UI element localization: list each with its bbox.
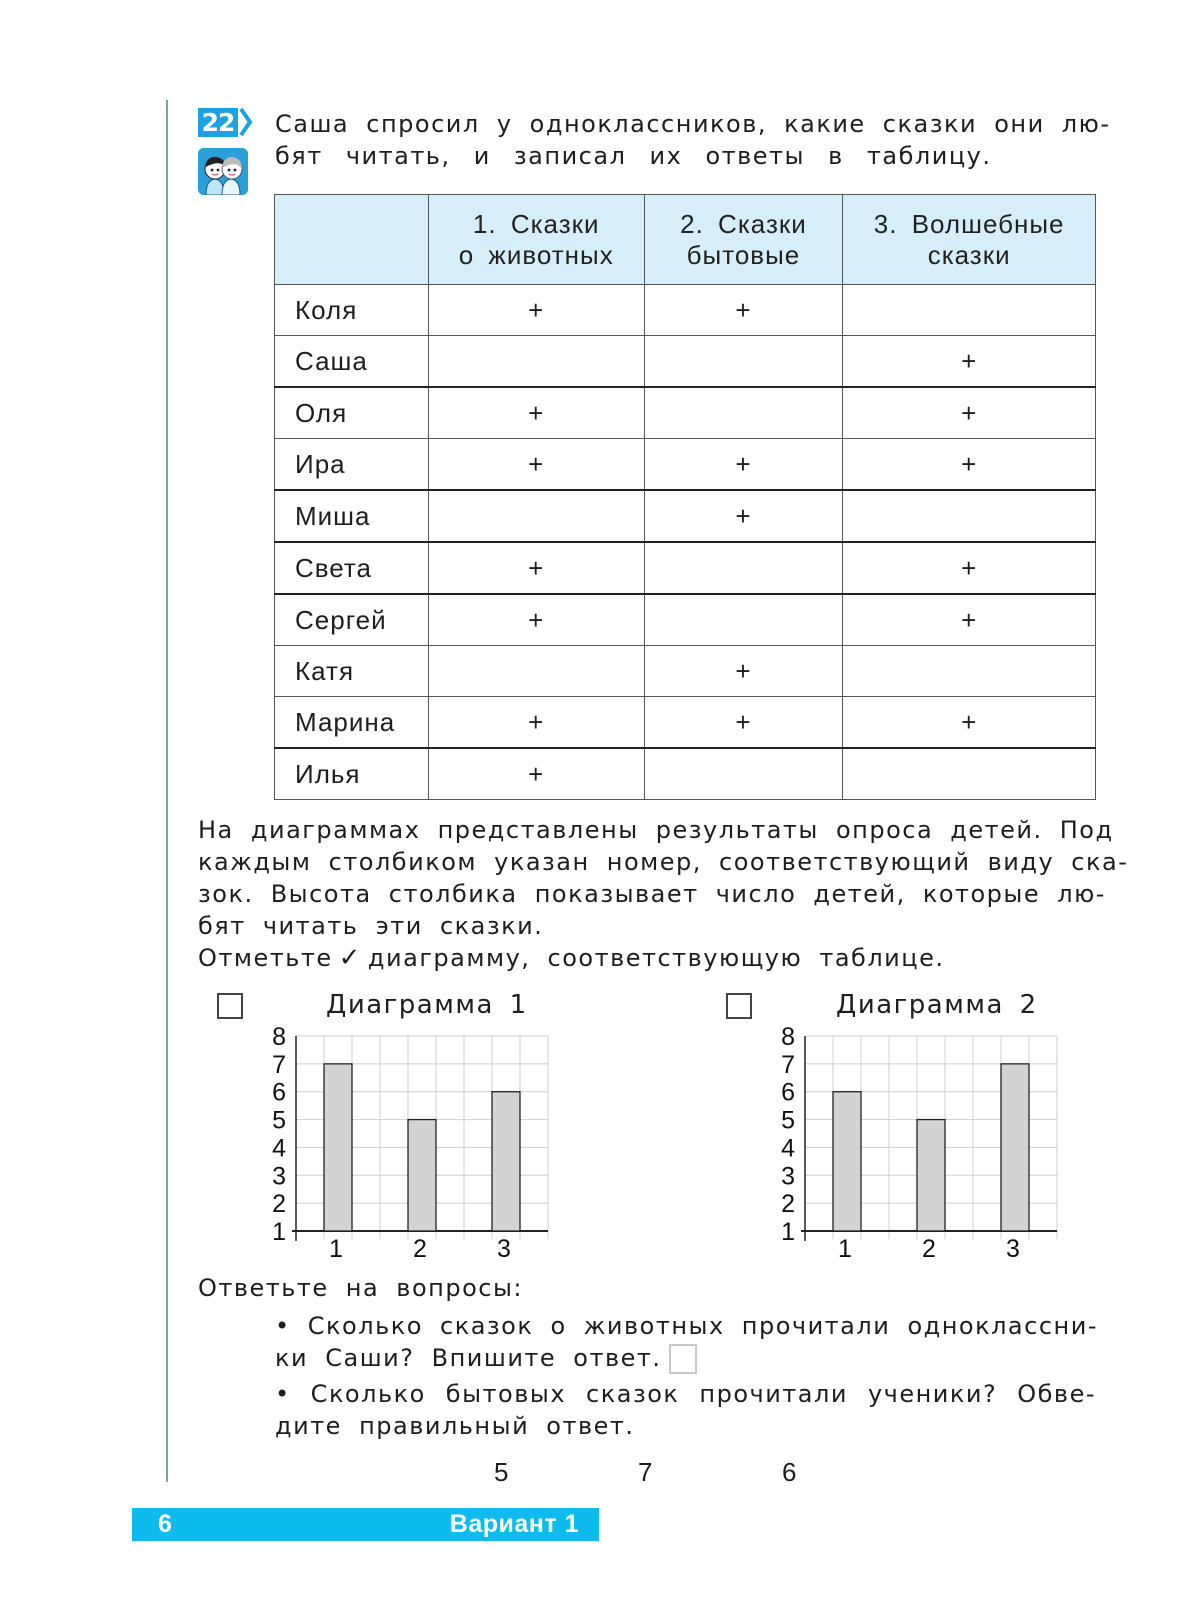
x-tick-label: 3 bbox=[1006, 1235, 1020, 1263]
instruction-text: Отметьте bbox=[198, 944, 333, 972]
y-tick-label: 3 bbox=[272, 1162, 286, 1191]
bar bbox=[833, 1092, 861, 1231]
header-text: сказки bbox=[927, 239, 1011, 270]
y-tick-label: 2 bbox=[272, 1190, 286, 1219]
questions-title: Ответьте на вопросы: bbox=[198, 1274, 523, 1302]
question-line: • Сколько сказок о животных прочитали одноклассни- bbox=[275, 1312, 1098, 1340]
answer-input-box[interactable] bbox=[669, 1344, 697, 1374]
student-name: Катя bbox=[275, 646, 429, 697]
y-tick-label: 1 bbox=[272, 1218, 286, 1246]
question-line: • Сколько бытовых сказок прочитали ученики? Обве- bbox=[275, 1380, 1096, 1408]
x-tick-label: 2 bbox=[922, 1235, 936, 1263]
y-tick-label: 7 bbox=[781, 1050, 795, 1079]
preference-mark: + bbox=[428, 697, 644, 749]
y-tick-label: 6 bbox=[781, 1078, 795, 1107]
header-text: 2. Сказки bbox=[680, 208, 807, 239]
margin-line bbox=[166, 100, 168, 1482]
task-intro bbox=[275, 108, 1111, 172]
task-number-badge: 22 bbox=[198, 108, 238, 137]
variant-label: Вариант 1 bbox=[449, 1510, 579, 1538]
x-tick-label: 3 bbox=[497, 1235, 511, 1263]
answer-choice[interactable]: 6 bbox=[782, 1457, 797, 1487]
question-1 bbox=[275, 1310, 1096, 1374]
instruction-line bbox=[198, 942, 1096, 974]
preference-mark bbox=[843, 490, 1096, 542]
preference-mark: + bbox=[428, 387, 644, 439]
table-row bbox=[275, 336, 1096, 388]
table-row bbox=[275, 542, 1096, 594]
table-row bbox=[275, 285, 1096, 336]
question-line bbox=[275, 1342, 1096, 1374]
y-tick-label: 1 bbox=[781, 1218, 795, 1246]
header-cell-category bbox=[843, 195, 1096, 285]
x-tick-label: 2 bbox=[413, 1235, 427, 1263]
y-tick-label: 5 bbox=[781, 1106, 795, 1135]
header-cell-category bbox=[428, 195, 644, 285]
x-tick-label: 1 bbox=[329, 1235, 343, 1263]
preference-mark: + bbox=[843, 387, 1096, 439]
bar bbox=[408, 1120, 436, 1231]
paragraph-line: каждым столбиком указан номер, соответствующий виду ска- bbox=[198, 848, 1129, 876]
intro-line: бят читать, и записал их ответы в таблицу. bbox=[275, 142, 992, 170]
student-name: Саша bbox=[275, 336, 429, 388]
preference-mark bbox=[644, 336, 843, 388]
question-2 bbox=[275, 1378, 1096, 1442]
diagram-1-title: Диаграмма 1 bbox=[326, 990, 528, 1020]
student-name: Сергей bbox=[275, 594, 429, 646]
diagram-2-title: Диаграмма 2 bbox=[836, 990, 1038, 1020]
bar bbox=[324, 1064, 352, 1231]
preference-mark: + bbox=[843, 439, 1096, 491]
bar bbox=[492, 1092, 520, 1231]
diagram-1-checkbox[interactable] bbox=[217, 993, 243, 1019]
y-tick-label: 3 bbox=[781, 1162, 795, 1191]
y-tick-label: 8 bbox=[272, 1023, 286, 1051]
table-row bbox=[275, 697, 1096, 749]
student-name: Коля bbox=[275, 285, 429, 336]
preference-mark: + bbox=[843, 697, 1096, 749]
preference-mark: + bbox=[644, 646, 843, 697]
preference-mark: + bbox=[644, 490, 843, 542]
preference-mark bbox=[843, 285, 1096, 336]
y-tick-label: 5 bbox=[272, 1106, 286, 1135]
diagram-explanation bbox=[198, 814, 1129, 974]
preference-mark bbox=[428, 336, 644, 388]
paragraph-line: бят читать эти сказки. bbox=[198, 912, 544, 940]
table-row bbox=[275, 387, 1096, 439]
header-cell-empty bbox=[275, 195, 429, 285]
preference-mark: + bbox=[428, 594, 644, 646]
page-footer-bar bbox=[132, 1508, 599, 1541]
y-tick-label: 4 bbox=[781, 1134, 795, 1163]
diagram-2-checkbox[interactable] bbox=[726, 993, 752, 1019]
answer-choice[interactable]: 5 bbox=[494, 1457, 509, 1487]
preference-mark bbox=[843, 748, 1096, 800]
preference-mark bbox=[428, 490, 644, 542]
paragraph-line: зок. Высота столбика показывает число детей, которые лю- bbox=[198, 880, 1106, 908]
y-tick-label: 7 bbox=[272, 1050, 286, 1079]
chevron-right-icon bbox=[238, 106, 254, 138]
diagram-2-chart bbox=[759, 1020, 1079, 1270]
answer-choice[interactable]: 7 bbox=[638, 1457, 653, 1487]
student-name: Марина bbox=[275, 697, 429, 749]
preference-mark bbox=[644, 387, 843, 439]
student-name: Ира bbox=[275, 439, 429, 491]
header-text: о животных bbox=[458, 239, 614, 270]
preference-mark: + bbox=[843, 336, 1096, 388]
header-text: бытовые bbox=[686, 239, 801, 270]
diagram-1-chart bbox=[250, 1020, 570, 1270]
preference-mark bbox=[428, 646, 644, 697]
bar bbox=[917, 1120, 945, 1231]
header-text: 3. Волшебные bbox=[873, 208, 1065, 239]
bar bbox=[1001, 1064, 1029, 1231]
preference-mark: + bbox=[843, 542, 1096, 594]
student-name: Миша bbox=[275, 490, 429, 542]
preference-mark: + bbox=[644, 285, 843, 336]
page-number: 6 bbox=[158, 1510, 172, 1538]
y-tick-label: 2 bbox=[781, 1190, 795, 1219]
question-text: ки Саши? Впишите ответ. bbox=[275, 1344, 662, 1372]
preference-mark bbox=[644, 542, 843, 594]
preference-mark: + bbox=[428, 439, 644, 491]
instruction-text: диаграмму, соответствующую таблице. bbox=[367, 944, 945, 972]
checkmark-icon: ✓ bbox=[338, 943, 362, 973]
header-text: 1. Сказки bbox=[472, 208, 600, 239]
preference-mark bbox=[644, 748, 843, 800]
preference-mark: + bbox=[428, 542, 644, 594]
preference-mark: + bbox=[428, 285, 644, 336]
preference-mark bbox=[843, 646, 1096, 697]
paragraph-line: На диаграммах представлены результаты опроса детей. Под bbox=[198, 816, 1114, 844]
y-tick-label: 4 bbox=[272, 1134, 286, 1163]
preference-mark bbox=[644, 594, 843, 646]
preference-mark: + bbox=[644, 439, 843, 491]
kids-pair-icon bbox=[198, 148, 248, 195]
x-tick-label: 1 bbox=[838, 1235, 852, 1263]
preference-mark: + bbox=[428, 748, 644, 800]
intro-line: Саша спросил у одноклассников, какие сказки они лю- bbox=[275, 110, 1111, 138]
table-row bbox=[275, 748, 1096, 800]
preference-mark: + bbox=[843, 594, 1096, 646]
y-tick-label: 6 bbox=[272, 1078, 286, 1107]
table-row bbox=[275, 439, 1096, 491]
table-row bbox=[275, 594, 1096, 646]
table-row bbox=[275, 646, 1096, 697]
student-name: Оля bbox=[275, 387, 429, 439]
table-header-row bbox=[275, 195, 1096, 285]
preference-mark: + bbox=[644, 697, 843, 749]
survey-table bbox=[274, 194, 1096, 800]
header-cell-category bbox=[644, 195, 843, 285]
table-row bbox=[275, 490, 1096, 542]
y-tick-label: 8 bbox=[781, 1023, 795, 1051]
question-line: дите правильный ответ. bbox=[275, 1412, 635, 1440]
student-name: Света bbox=[275, 542, 429, 594]
student-name: Илья bbox=[275, 748, 429, 800]
